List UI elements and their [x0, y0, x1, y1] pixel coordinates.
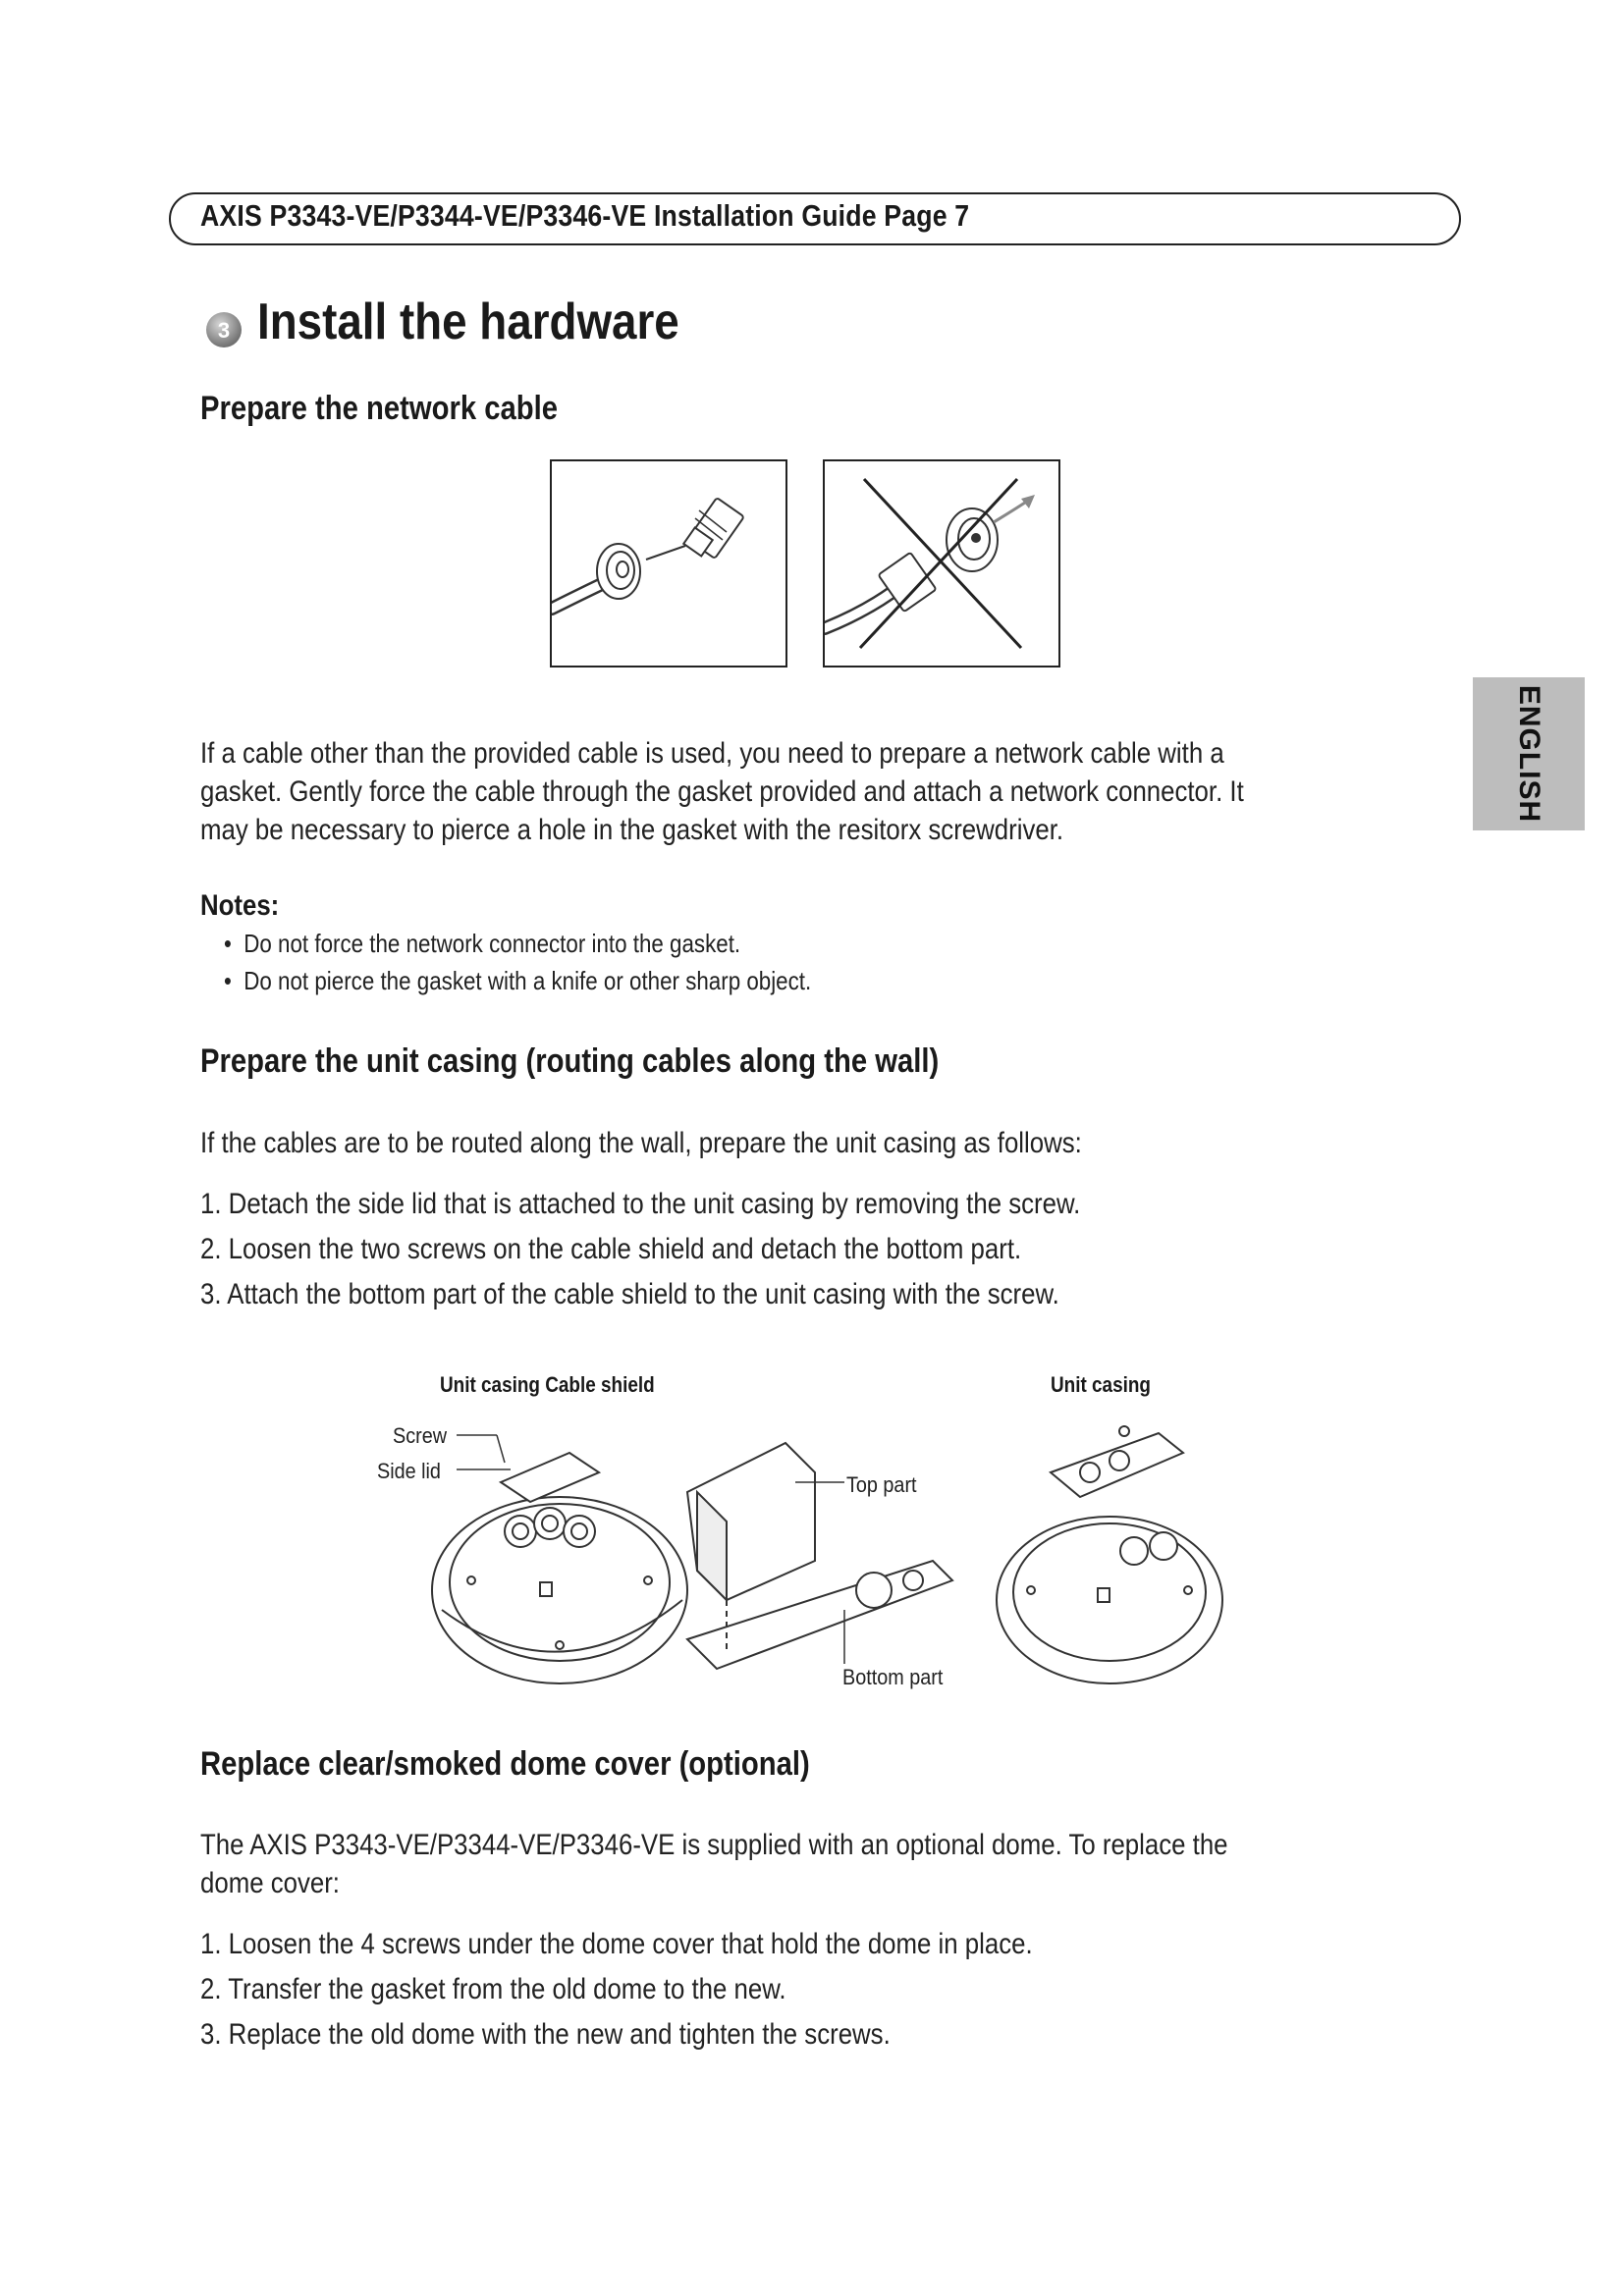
dome-step: 3. Replace the old dome with the new and tighten the screws. — [200, 2018, 891, 2051]
callout-screw: Screw — [393, 1423, 448, 1448]
notes-title: Notes: — [200, 889, 280, 922]
cable-shield-drawing — [687, 1443, 952, 1669]
dome-intro: The AXIS P3343-VE/P3344-VE/P3346-VE is supplied with an optional dome. To replace the dome cover: — [200, 1829, 1228, 1899]
step-number: 3 — [217, 318, 231, 343]
dome-step: 2. Transfer the gasket from the old dome to the new. — [200, 1973, 786, 2005]
callout-top-part: Top part — [846, 1472, 917, 1497]
note-item: • Do not force the network connector into the gasket. — [224, 929, 741, 958]
figure-label-right: Unit casing — [1051, 1372, 1151, 1397]
figure-label-left: Unit casing Cable shield — [440, 1372, 655, 1397]
dome-step: 1. Loosen the 4 screws under the dome cover that hold the dome in place. — [200, 1928, 1033, 1960]
note-item: • Do not pierce the gasket with a knife or other sharp object. — [224, 966, 812, 995]
header-title: AXIS P3343-VE/P3344-VE/P3346-VE Installation Guide Page 7 — [200, 198, 970, 233]
callout-side-lid: Side lid — [377, 1459, 441, 1483]
cable-paragraph: If a cable other than the provided cable is used, you need to prepare a network cable with a gasket. Gently force the cable through the gasket provided and attach a network connector. It may be necessary to pierce a hole in the gasket with the resitorx screwdriver. — [200, 737, 1244, 846]
casing-illustration — [403, 1414, 1286, 1708]
step-number-icon — [204, 310, 244, 349]
cross-line-icon — [864, 479, 1021, 648]
casing-step: 1. Detach the side lid that is attached to the unit casing by removing the screw. — [200, 1188, 1081, 1220]
language-tab — [1473, 677, 1585, 830]
unit-casing-right-drawing — [997, 1426, 1222, 1683]
language-tab-label: ENGLISH — [1513, 684, 1545, 824]
unit-casing-left-drawing — [432, 1453, 687, 1683]
callout-bottom-part: Bottom part — [842, 1665, 944, 1689]
gasket-wrong-illustration — [825, 461, 1058, 666]
section-heading-cable: Prepare the network cable — [200, 390, 559, 427]
section-heading-dome: Replace clear/smoked dome cover (optional) — [200, 1745, 810, 1783]
cross-line-icon — [860, 479, 1017, 648]
gasket-connector-illustration — [552, 461, 785, 666]
figure-gasket-correct — [550, 459, 787, 667]
casing-step: 3. Attach the bottom part of the cable shield to the unit casing with the screw. — [200, 1278, 1059, 1310]
page-title: Install the hardware — [257, 294, 679, 350]
casing-intro: If the cables are to be routed along the wall, prepare the unit casing as follows: — [200, 1127, 1082, 1159]
casing-step: 2. Loosen the two screws on the cable shield and detach the bottom part. — [200, 1233, 1022, 1265]
section-heading-casing: Prepare the unit casing (routing cables along the wall) — [200, 1042, 940, 1080]
figure-gasket-incorrect — [823, 459, 1060, 667]
